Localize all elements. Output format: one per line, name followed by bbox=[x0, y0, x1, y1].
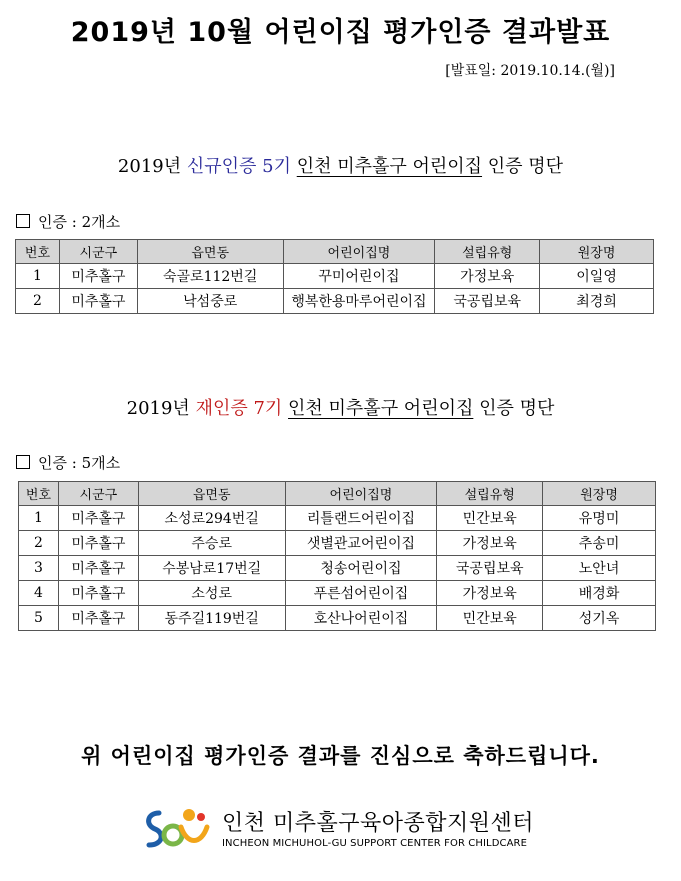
table-cell: 샛별관교어린이집 bbox=[285, 531, 437, 556]
table-header-row bbox=[16, 240, 654, 264]
table-cell: 4 bbox=[19, 581, 59, 606]
page-title: 2019년 10월 어린이집 평가인증 결과발표 bbox=[70, 17, 611, 48]
table-header-row bbox=[19, 482, 656, 506]
table-cell: 미추홀구 bbox=[59, 289, 137, 314]
table-cell: 배경화 bbox=[543, 581, 656, 606]
section2-place: 인천 미추홀구 어린이집 bbox=[288, 398, 474, 419]
table-cell: 1 bbox=[16, 264, 60, 289]
organization-name-ko: 인천 미추홀구육아종합지원센터 bbox=[222, 811, 535, 836]
section2-year: 2019년 bbox=[126, 398, 190, 419]
section1-title bbox=[0, 152, 681, 178]
table-cell: 노안녀 bbox=[543, 556, 656, 581]
table-cell: 성기옥 bbox=[543, 606, 656, 631]
table-cell: 미추홀구 bbox=[58, 556, 138, 581]
column-header: 설립유형 bbox=[435, 240, 540, 264]
table-cell: 미추홀구 bbox=[58, 606, 138, 631]
table-row bbox=[19, 531, 656, 556]
section2-count bbox=[16, 452, 120, 473]
table-cell: 소성로294번길 bbox=[138, 506, 285, 531]
table-cell: 가정보육 bbox=[437, 531, 543, 556]
section1-count-text: 인증 : 2개소 bbox=[38, 213, 121, 231]
table-cell: 추송미 bbox=[543, 531, 656, 556]
table-cell: 청송어린이집 bbox=[285, 556, 437, 581]
checkbox-square-icon bbox=[16, 214, 30, 228]
table-row bbox=[19, 581, 656, 606]
table-cell: 미추홀구 bbox=[58, 581, 138, 606]
table-cell: 소성로 bbox=[138, 581, 285, 606]
table-cell: 민간보육 bbox=[437, 606, 543, 631]
section1-kind: 신규인증 5기 bbox=[186, 156, 291, 177]
section1-place: 인천 미추홀구 어린이집 bbox=[296, 156, 483, 177]
table-cell: 민간보육 bbox=[437, 506, 543, 531]
table-row bbox=[19, 506, 656, 531]
table-cell: 국공립보육 bbox=[437, 556, 543, 581]
column-header: 시군구 bbox=[59, 240, 137, 264]
column-header: 어린이집명 bbox=[285, 482, 437, 506]
table-cell: 3 bbox=[19, 556, 59, 581]
table-cell: 이일영 bbox=[540, 264, 654, 289]
column-header: 어린이집명 bbox=[283, 240, 435, 264]
column-header: 원장명 bbox=[543, 482, 656, 506]
column-header: 번호 bbox=[19, 482, 59, 506]
section2-kind: 재인증 7기 bbox=[195, 398, 283, 419]
section1-table bbox=[15, 239, 654, 314]
column-header: 번호 bbox=[16, 240, 60, 264]
column-header: 읍면동 bbox=[137, 240, 283, 264]
checkbox-square-icon bbox=[16, 455, 30, 469]
closing-message: 위 어린이집 평가인증 결과를 진심으로 축하드립니다. bbox=[81, 744, 600, 768]
table-cell: 5 bbox=[19, 606, 59, 631]
center-logo-icon bbox=[143, 805, 215, 853]
table-cell: 리틀랜드어린이집 bbox=[285, 506, 437, 531]
column-header: 시군구 bbox=[58, 482, 138, 506]
table-cell: 낙섬중로 bbox=[137, 289, 283, 314]
table-cell: 미추홀구 bbox=[58, 531, 138, 556]
table-cell: 주승로 bbox=[138, 531, 285, 556]
column-header: 원장명 bbox=[540, 240, 654, 264]
table-cell: 푸른섬어린이집 bbox=[285, 581, 437, 606]
section2-title bbox=[0, 394, 681, 420]
column-header: 설립유형 bbox=[437, 482, 543, 506]
table-cell: 행복한용마루어린이집 bbox=[283, 289, 435, 314]
table-row bbox=[16, 289, 654, 314]
section1-year: 2019년 bbox=[117, 156, 182, 177]
section2-count-text: 인증 : 5개소 bbox=[38, 454, 121, 472]
table-cell: 2 bbox=[19, 531, 59, 556]
table-cell: 가정보육 bbox=[437, 581, 543, 606]
table-cell: 호산나어린이집 bbox=[285, 606, 437, 631]
table-cell: 동주길119번길 bbox=[138, 606, 285, 631]
section2-table bbox=[18, 481, 656, 631]
organization-name-en: INCHEON MICHUHOL-GU SUPPORT CENTER FOR CHILDCARE bbox=[222, 838, 527, 849]
table-cell: 꾸미어린이집 bbox=[283, 264, 435, 289]
table-cell: 숙골로112번길 bbox=[137, 264, 283, 289]
table-cell: 미추홀구 bbox=[59, 264, 137, 289]
table-row bbox=[19, 606, 656, 631]
table-row bbox=[16, 264, 654, 289]
table-cell: 1 bbox=[19, 506, 59, 531]
table-row bbox=[19, 556, 656, 581]
announcement-date: [발표일: 2019.10.14.(월)] bbox=[445, 63, 615, 79]
section2-suffix: 인증 명단 bbox=[479, 398, 555, 419]
table-cell: 최경희 bbox=[540, 289, 654, 314]
table-cell: 2 bbox=[16, 289, 60, 314]
table-cell: 미추홀구 bbox=[58, 506, 138, 531]
table-cell: 수봉남로17번길 bbox=[138, 556, 285, 581]
column-header: 읍면동 bbox=[138, 482, 285, 506]
table-cell: 유명미 bbox=[543, 506, 656, 531]
section1-suffix: 인증 명단 bbox=[487, 156, 564, 177]
table-cell: 가정보육 bbox=[435, 264, 540, 289]
table-cell: 국공립보육 bbox=[435, 289, 540, 314]
section1-count bbox=[16, 211, 120, 232]
